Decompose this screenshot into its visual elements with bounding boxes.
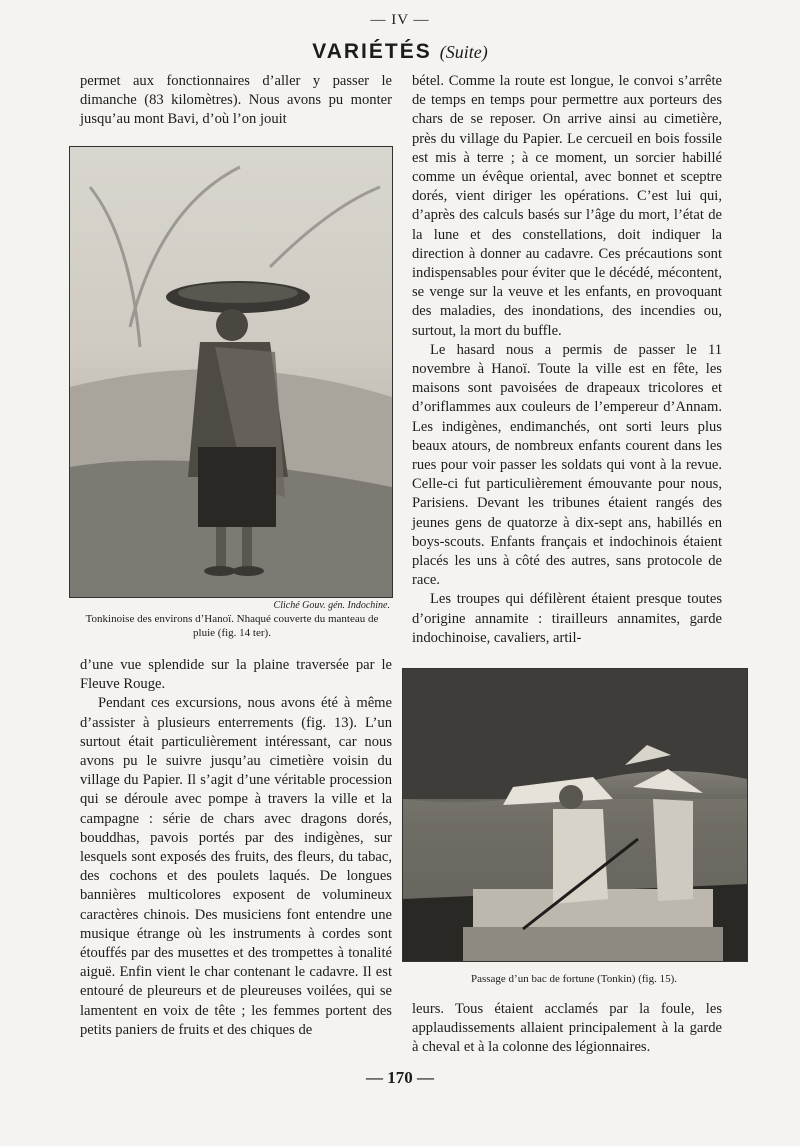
section-title — [0, 40, 800, 64]
figure-15-caption: Passage d’un bac de fortune (Tonkin) (fig. 15). — [470, 973, 678, 985]
paragraph: Pendant ces excursions, nous avons été à même d’assister à plusieurs enterrements (fig. 13). L’un surtout était particulièrement intéressant, car nous avons pu le suivre jusqu’au cimetière voisin du village du Papier. Il s’agit d’une véritable procession qui se déroule avec pompe à travers la ville et la campagne : série de chars avec dragons dorés, bouddhas, pavois portés par des indigènes, sur lesquels sont exposés des fruits, des fleurs, du tabac, des cochons et des poulets laqués. De longues bannières multicolores exposent de volumineux caractères chinois. Des musiciens font entendre une musique étrange où les instruments à cordes sont étouffés par des musettes et des trompettes à tonalité aiguë. Enfin vient le char contenant le cadavre. Il est entouré de pleureurs et de pleureuses voilées, qui se lamentent en voix de tête ; les femmes portent des petits paniers de fruits et des chiques de — [80, 695, 392, 1038]
right-column-bottom — [412, 1000, 722, 1058]
photo-ferry-crossing — [402, 668, 748, 962]
paragraph: Le hasard nous a permis de passer le 11 novembre à Hanoï. Toute la ville est en fête, les maisons sont pavoisées de drapeaux tricolores et d’oriflammes aux couleurs de l’empereur d’Annam. Les indigènes, endimanchés, ont sorti leurs plus beaux atours, de nombreux enfants courent dans les rues pour voir passer les soldats qui vont à la revue. Celle-ci fut particulièrement émouvante pour nous, Parisiens. Devant les tribunes étaient rangés des jeunes gens de quatorze à dix-sept ans, habillés en boys-scouts. Enfants français et indochinois étaient placés les uns à côté des autres, sans protocole de race. — [412, 341, 722, 589]
paragraph: d’une vue splendide sur la plaine traversée par le Fleuve Rouge. — [80, 657, 392, 693]
figure-14-caption: Tonkinoise des environs d’Hanoï. Nhaqué couverte du manteau de pluie (fig. 14 ter). — [85, 613, 379, 639]
left-column-top — [80, 72, 392, 130]
page-roman-numeral: — IV — — [370, 12, 430, 28]
paragraph: permet aux fonctionnaires d’aller y passer le dimanche (83 kilomètres). Nous avons pu monter jusqu’au mont Bavi, d’où l’on jouit — [80, 73, 392, 128]
paragraph: Les troupes qui défilèrent étaient presque toutes d’origine annamite : tirailleurs annamites, garde indochinoise, cavaliers, artil- — [412, 591, 722, 646]
page-number: — 170 — — [366, 1068, 434, 1087]
section-title-suite: (Suite) — [439, 42, 488, 62]
paragraph: bétel. Comme la route est longue, le convoi s’arrête de temps en temps pour permettre aux porteurs des chars de se reposer. On arrive ainsi au cimetière, près du village du Papier. Le cercueil en bois fossile est mis à terre ; à ce moment, un sorcier habillé comme un évêque oriental, avec bonnet et sceptre dorés, vient diriger les opérations. C’est lui qui, d’après des calculs basés sur l’âge du mort, l’état de la lune et des constellations, doit indiquer la direction à donner au cadavre. Ces précautions sont indispensables pour éviter que le décédé, mécontent, se venge sur la veuve et les enfants, en provoquant des maladies, des inondations, des incendies ou, surtout, la mort du buffle. — [412, 73, 722, 339]
paragraph: leurs. Tous étaient acclamés par la foule, les applaudissements allaient principalement à la garde à cheval et à la colonne des légionnaires. — [412, 1001, 722, 1056]
photo-credit: Cliché Gouv. gén. Indochine. — [273, 600, 390, 611]
photo-tonkinese-woman — [69, 146, 393, 598]
section-title-main: VARIÉTÉS — [312, 40, 432, 63]
right-column-top — [412, 72, 722, 648]
left-column-bottom — [80, 656, 392, 1040]
